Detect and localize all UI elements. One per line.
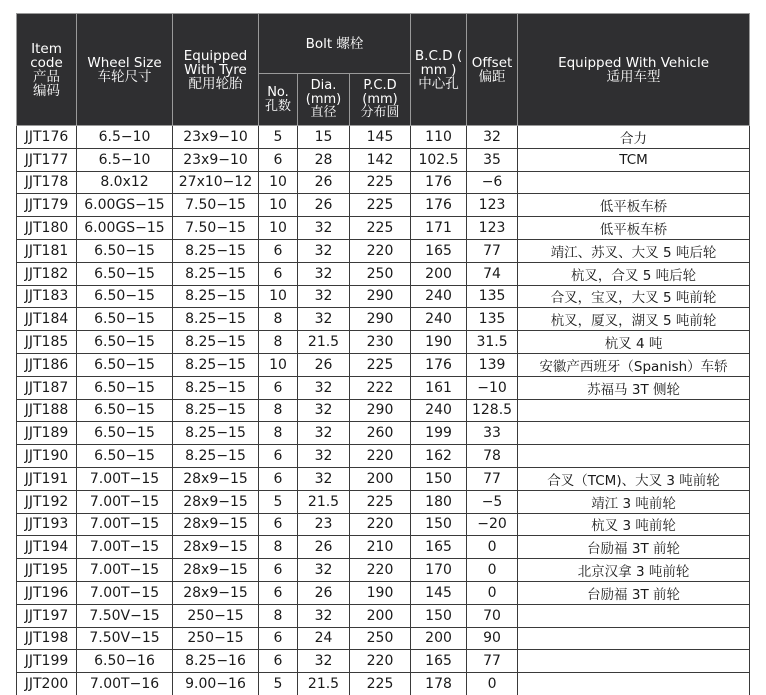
cell-tyre: 250−15	[173, 627, 259, 650]
cell-wheel-size: 6.50−16	[77, 650, 173, 673]
cell-tyre: 8.25−15	[173, 422, 259, 445]
header-bolt-group	[259, 14, 411, 74]
cell-bolt-pcd: 225	[350, 490, 411, 513]
cell-bolt-pcd: 210	[350, 536, 411, 559]
cell-item-code: JJT179	[17, 194, 77, 217]
cell-bolt-dia: 28	[298, 148, 350, 171]
cell-offset: −5	[467, 490, 518, 513]
cell-bolt-pcd: 220	[350, 239, 411, 262]
cell-wheel-size: 7.00T−15	[77, 536, 173, 559]
cell-wheel-size: 6.00GS−15	[77, 194, 173, 217]
table-header	[17, 14, 750, 126]
cell-wheel-size: 6.50−15	[77, 353, 173, 376]
cell-bolt-pcd: 200	[350, 467, 411, 490]
cell-bcd: 240	[411, 308, 467, 331]
cell-wheel-size: 7.00T−15	[77, 467, 173, 490]
cell-tyre: 250−15	[173, 604, 259, 627]
cell-wheel-size: 6.50−15	[77, 308, 173, 331]
header-bolt-dia	[298, 74, 350, 126]
table-row	[17, 285, 750, 308]
cell-tyre: 8.25−16	[173, 650, 259, 673]
cell-bolt-no: 8	[259, 536, 298, 559]
cell-bcd: 162	[411, 445, 467, 468]
cell-item-code: JJT183	[17, 285, 77, 308]
cell-vehicle: 合力	[518, 126, 750, 149]
cell-bolt-pcd: 250	[350, 262, 411, 285]
cell-bolt-pcd: 222	[350, 376, 411, 399]
cell-bolt-dia: 32	[298, 559, 350, 582]
table-row	[17, 422, 750, 445]
cell-bcd: 150	[411, 513, 467, 536]
cell-bolt-dia: 24	[298, 627, 350, 650]
cell-wheel-size: 6.50−15	[77, 331, 173, 354]
wheel-spec-table	[16, 13, 750, 695]
cell-item-code: JJT181	[17, 239, 77, 262]
cell-tyre: 8.25−15	[173, 445, 259, 468]
cell-wheel-size: 6.50−15	[77, 239, 173, 262]
cell-vehicle	[518, 604, 750, 627]
cell-bolt-no: 6	[259, 445, 298, 468]
header-item-code-cn: 产品编码	[33, 68, 60, 99]
table-row	[17, 262, 750, 285]
header-dia-en: Dia. (mm)	[305, 78, 342, 107]
header-no-cn: 孔数	[264, 98, 291, 114]
cell-offset: 139	[467, 353, 518, 376]
cell-offset: 90	[467, 627, 518, 650]
cell-bolt-pcd: 230	[350, 331, 411, 354]
cell-vehicle	[518, 422, 750, 445]
cell-item-code: JJT176	[17, 126, 77, 149]
cell-bolt-pcd: 142	[350, 148, 411, 171]
cell-wheel-size: 6.50−15	[77, 399, 173, 422]
table-row	[17, 239, 750, 262]
cell-bcd: 170	[411, 559, 467, 582]
cell-tyre: 7.50−15	[173, 217, 259, 240]
cell-offset: 31.5	[467, 331, 518, 354]
cell-tyre: 28x9−15	[173, 467, 259, 490]
cell-offset: 77	[467, 650, 518, 673]
cell-tyre: 8.25−15	[173, 353, 259, 376]
cell-wheel-size: 6.50−15	[77, 285, 173, 308]
cell-wheel-size: 6.5−10	[77, 148, 173, 171]
cell-vehicle: 杭叉，合叉 5 吨后轮	[518, 262, 750, 285]
cell-vehicle	[518, 650, 750, 673]
cell-wheel-size: 8.0x12	[77, 171, 173, 194]
cell-bolt-dia: 32	[298, 376, 350, 399]
cell-offset: 70	[467, 604, 518, 627]
cell-bolt-dia: 32	[298, 308, 350, 331]
table-row	[17, 513, 750, 536]
cell-bolt-dia: 26	[298, 581, 350, 604]
cell-bcd: 200	[411, 627, 467, 650]
cell-vehicle: 靖江 3 吨前轮	[518, 490, 750, 513]
cell-vehicle: 苏福马 3T 侧轮	[518, 376, 750, 399]
cell-item-code: JJT191	[17, 467, 77, 490]
cell-tyre: 28x9−15	[173, 536, 259, 559]
cell-vehicle	[518, 673, 750, 695]
table-row	[17, 171, 750, 194]
cell-bcd: 178	[411, 673, 467, 695]
header-tyre-cn: 配用轮胎	[188, 75, 243, 92]
cell-vehicle: 合叉（TCM)、大叉 3 吨前轮	[518, 467, 750, 490]
cell-bcd: 150	[411, 604, 467, 627]
cell-offset: 128.5	[467, 399, 518, 422]
cell-item-code: JJT194	[17, 536, 77, 559]
header-bcd-cn: 中心孔	[418, 75, 459, 92]
cell-bolt-dia: 32	[298, 467, 350, 490]
cell-item-code: JJT184	[17, 308, 77, 331]
cell-bolt-no: 6	[259, 376, 298, 399]
cell-bolt-dia: 26	[298, 194, 350, 217]
cell-wheel-size: 7.00T−15	[77, 559, 173, 582]
cell-wheel-size: 6.50−15	[77, 376, 173, 399]
header-dia-cn: 直径	[310, 105, 337, 121]
cell-bolt-pcd: 290	[350, 399, 411, 422]
cell-bolt-pcd: 220	[350, 650, 411, 673]
cell-bcd: 161	[411, 376, 467, 399]
cell-bolt-dia: 32	[298, 285, 350, 308]
cell-wheel-size: 6.00GS−15	[77, 217, 173, 240]
header-bcd	[411, 14, 467, 126]
header-no-en: No.	[267, 85, 289, 100]
table-row	[17, 194, 750, 217]
cell-offset: −10	[467, 376, 518, 399]
table-row	[17, 353, 750, 376]
cell-bolt-pcd: 220	[350, 445, 411, 468]
cell-bolt-no: 6	[259, 559, 298, 582]
cell-tyre: 8.25−15	[173, 399, 259, 422]
cell-item-code: JJT180	[17, 217, 77, 240]
cell-bolt-no: 6	[259, 581, 298, 604]
cell-item-code: JJT196	[17, 581, 77, 604]
cell-offset: 77	[467, 467, 518, 490]
cell-bcd: 240	[411, 285, 467, 308]
header-pcd-cn: 分布圆	[360, 105, 400, 121]
cell-bcd: 165	[411, 650, 467, 673]
cell-bcd: 176	[411, 353, 467, 376]
header-item-code	[17, 14, 77, 126]
cell-bolt-no: 8	[259, 604, 298, 627]
table-row	[17, 627, 750, 650]
header-bolt-label: Bolt 螺栓	[305, 35, 364, 52]
cell-tyre: 28x9−15	[173, 513, 259, 536]
table-body	[17, 126, 750, 695]
cell-vehicle: 杭叉，厦叉，湖叉 5 吨前轮	[518, 308, 750, 331]
cell-item-code: JJT186	[17, 353, 77, 376]
header-bolt-pcd	[350, 74, 411, 126]
cell-bcd: 145	[411, 581, 467, 604]
cell-wheel-size: 6.50−15	[77, 422, 173, 445]
cell-vehicle: 北京汉拿 3 吨前轮	[518, 559, 750, 582]
cell-bolt-dia: 32	[298, 422, 350, 445]
cell-bolt-pcd: 145	[350, 126, 411, 149]
cell-item-code: JJT187	[17, 376, 77, 399]
cell-bolt-dia: 21.5	[298, 673, 350, 695]
header-tyre	[173, 14, 259, 126]
cell-bolt-no: 10	[259, 217, 298, 240]
cell-tyre: 8.25−15	[173, 376, 259, 399]
cell-vehicle: 低平板车桥	[518, 194, 750, 217]
table-row	[17, 650, 750, 673]
cell-vehicle	[518, 445, 750, 468]
cell-bolt-pcd: 290	[350, 285, 411, 308]
cell-vehicle: TCM	[518, 148, 750, 171]
table-row	[17, 581, 750, 604]
table-row	[17, 604, 750, 627]
cell-offset: −6	[467, 171, 518, 194]
cell-bolt-dia: 32	[298, 650, 350, 673]
header-offset-en: Offset	[471, 54, 513, 71]
cell-item-code: JJT182	[17, 262, 77, 285]
cell-offset: 0	[467, 559, 518, 582]
cell-bolt-no: 10	[259, 285, 298, 308]
cell-bolt-pcd: 250	[350, 627, 411, 650]
cell-bolt-no: 5	[259, 126, 298, 149]
header-wheel-size-en: Wheel Size	[87, 54, 162, 71]
cell-bolt-dia: 32	[298, 239, 350, 262]
cell-vehicle: 靖江、苏叉、大叉 5 吨后轮	[518, 239, 750, 262]
table-row	[17, 331, 750, 354]
table-row	[17, 308, 750, 331]
cell-bolt-no: 6	[259, 239, 298, 262]
cell-tyre: 7.50−15	[173, 194, 259, 217]
cell-bolt-dia: 15	[298, 126, 350, 149]
cell-bolt-dia: 32	[298, 445, 350, 468]
table-row	[17, 148, 750, 171]
cell-item-code: JJT188	[17, 399, 77, 422]
cell-vehicle	[518, 399, 750, 422]
cell-tyre: 28x9−15	[173, 581, 259, 604]
cell-item-code: JJT195	[17, 559, 77, 582]
cell-offset: 78	[467, 445, 518, 468]
cell-offset: 135	[467, 285, 518, 308]
cell-bcd: 200	[411, 262, 467, 285]
cell-wheel-size: 7.00T−15	[77, 513, 173, 536]
cell-offset: 0	[467, 581, 518, 604]
cell-bolt-no: 8	[259, 331, 298, 354]
cell-vehicle: 杭叉 4 吨	[518, 331, 750, 354]
table-row	[17, 536, 750, 559]
cell-wheel-size: 6.50−15	[77, 262, 173, 285]
cell-bolt-dia: 32	[298, 604, 350, 627]
cell-offset: 123	[467, 194, 518, 217]
cell-vehicle: 杭叉 3 吨前轮	[518, 513, 750, 536]
cell-bolt-dia: 21.5	[298, 490, 350, 513]
cell-wheel-size: 7.00T−15	[77, 581, 173, 604]
cell-tyre: 8.25−15	[173, 285, 259, 308]
cell-offset: 32	[467, 126, 518, 149]
cell-bcd: 180	[411, 490, 467, 513]
cell-wheel-size: 7.00T−16	[77, 673, 173, 695]
cell-bolt-pcd: 200	[350, 604, 411, 627]
cell-item-code: JJT189	[17, 422, 77, 445]
cell-bolt-no: 8	[259, 422, 298, 445]
cell-item-code: JJT190	[17, 445, 77, 468]
cell-tyre: 23x9−10	[173, 148, 259, 171]
cell-bolt-pcd: 225	[350, 673, 411, 695]
cell-vehicle: 合叉，宝叉，大叉 5 吨前轮	[518, 285, 750, 308]
cell-item-code: JJT185	[17, 331, 77, 354]
cell-bolt-no: 6	[259, 467, 298, 490]
cell-bolt-dia: 26	[298, 536, 350, 559]
table-row	[17, 399, 750, 422]
cell-bolt-dia: 26	[298, 171, 350, 194]
cell-bolt-pcd: 225	[350, 194, 411, 217]
cell-item-code: JJT193	[17, 513, 77, 536]
header-item-code-en: Item code	[30, 40, 63, 71]
cell-item-code: JJT199	[17, 650, 77, 673]
cell-bolt-no: 8	[259, 399, 298, 422]
cell-bolt-no: 5	[259, 490, 298, 513]
cell-tyre: 8.25−15	[173, 308, 259, 331]
cell-vehicle: 低平板车桥	[518, 217, 750, 240]
cell-offset: −20	[467, 513, 518, 536]
cell-offset: 135	[467, 308, 518, 331]
cell-bcd: 171	[411, 217, 467, 240]
cell-bcd: 165	[411, 239, 467, 262]
cell-item-code: JJT178	[17, 171, 77, 194]
cell-item-code: JJT197	[17, 604, 77, 627]
cell-bcd: 240	[411, 399, 467, 422]
cell-bcd: 165	[411, 536, 467, 559]
cell-bolt-pcd: 220	[350, 559, 411, 582]
cell-bolt-dia: 21.5	[298, 331, 350, 354]
cell-wheel-size: 6.50−15	[77, 445, 173, 468]
cell-bolt-no: 6	[259, 650, 298, 673]
cell-tyre: 8.25−15	[173, 262, 259, 285]
table-row	[17, 490, 750, 513]
cell-offset: 123	[467, 217, 518, 240]
cell-vehicle: 台励福 3T 前轮	[518, 536, 750, 559]
cell-tyre: 28x9−15	[173, 490, 259, 513]
table-row	[17, 467, 750, 490]
cell-wheel-size: 6.5−10	[77, 126, 173, 149]
cell-wheel-size: 7.50V−15	[77, 627, 173, 650]
cell-bcd: 150	[411, 467, 467, 490]
cell-bolt-dia: 32	[298, 262, 350, 285]
cell-tyre: 8.25−15	[173, 331, 259, 354]
cell-item-code: JJT200	[17, 673, 77, 695]
cell-item-code: JJT177	[17, 148, 77, 171]
cell-tyre: 23x9−10	[173, 126, 259, 149]
cell-bolt-no: 6	[259, 627, 298, 650]
cell-tyre: 9.00−16	[173, 673, 259, 695]
header-tyre-en: Equipped With Tyre	[183, 47, 248, 78]
cell-bolt-no: 5	[259, 673, 298, 695]
table-row	[17, 559, 750, 582]
cell-bolt-pcd: 260	[350, 422, 411, 445]
table-row	[17, 445, 750, 468]
cell-bolt-no: 6	[259, 513, 298, 536]
cell-vehicle	[518, 627, 750, 650]
table-row	[17, 126, 750, 149]
cell-offset: 77	[467, 239, 518, 262]
cell-bcd: 190	[411, 331, 467, 354]
header-bcd-en: B.C.D ( mm )	[414, 47, 463, 78]
cell-bolt-pcd: 225	[350, 171, 411, 194]
cell-tyre: 8.25−15	[173, 239, 259, 262]
cell-vehicle	[518, 171, 750, 194]
header-offset-cn: 偏距	[478, 68, 506, 85]
cell-item-code: JJT198	[17, 627, 77, 650]
cell-bolt-dia: 32	[298, 217, 350, 240]
cell-bolt-no: 10	[259, 194, 298, 217]
cell-bolt-dia: 23	[298, 513, 350, 536]
cell-wheel-size: 7.50V−15	[77, 604, 173, 627]
header-offset	[467, 14, 518, 126]
cell-bolt-no: 6	[259, 148, 298, 171]
cell-bcd: 176	[411, 194, 467, 217]
cell-bolt-no: 10	[259, 171, 298, 194]
cell-bolt-dia: 32	[298, 399, 350, 422]
header-vehicle-en: Equipped With Vehicle	[558, 54, 709, 71]
header-bolt-no	[259, 74, 298, 126]
cell-bcd: 199	[411, 422, 467, 445]
cell-offset: 35	[467, 148, 518, 171]
cell-bolt-dia: 26	[298, 353, 350, 376]
cell-bolt-pcd: 220	[350, 513, 411, 536]
table-row	[17, 673, 750, 695]
table-row	[17, 217, 750, 240]
cell-offset: 74	[467, 262, 518, 285]
cell-bolt-pcd: 190	[350, 581, 411, 604]
cell-vehicle: 台励福 3T 前轮	[518, 581, 750, 604]
header-wheel-size-cn: 车轮尺寸	[97, 68, 152, 85]
header-pcd-en: P.C.D (mm)	[362, 78, 398, 107]
cell-bolt-pcd: 225	[350, 353, 411, 376]
cell-bolt-no: 10	[259, 353, 298, 376]
cell-offset: 0	[467, 673, 518, 695]
cell-item-code: JJT192	[17, 490, 77, 513]
cell-bcd: 102.5	[411, 148, 467, 171]
cell-tyre: 27x10−12	[173, 171, 259, 194]
cell-tyre: 28x9−15	[173, 559, 259, 582]
cell-bcd: 176	[411, 171, 467, 194]
header-wheel-size	[77, 14, 173, 126]
cell-bcd: 110	[411, 126, 467, 149]
cell-bolt-pcd: 225	[350, 217, 411, 240]
cell-wheel-size: 7.00T−15	[77, 490, 173, 513]
cell-offset: 0	[467, 536, 518, 559]
cell-vehicle: 安徽产西班牙（Spanish）车轿	[518, 353, 750, 376]
header-vehicle-cn: 适用车型	[606, 68, 661, 85]
header-vehicle	[518, 14, 750, 126]
table-row	[17, 376, 750, 399]
cell-bolt-no: 6	[259, 262, 298, 285]
cell-offset: 33	[467, 422, 518, 445]
cell-bolt-pcd: 290	[350, 308, 411, 331]
cell-bolt-no: 8	[259, 308, 298, 331]
